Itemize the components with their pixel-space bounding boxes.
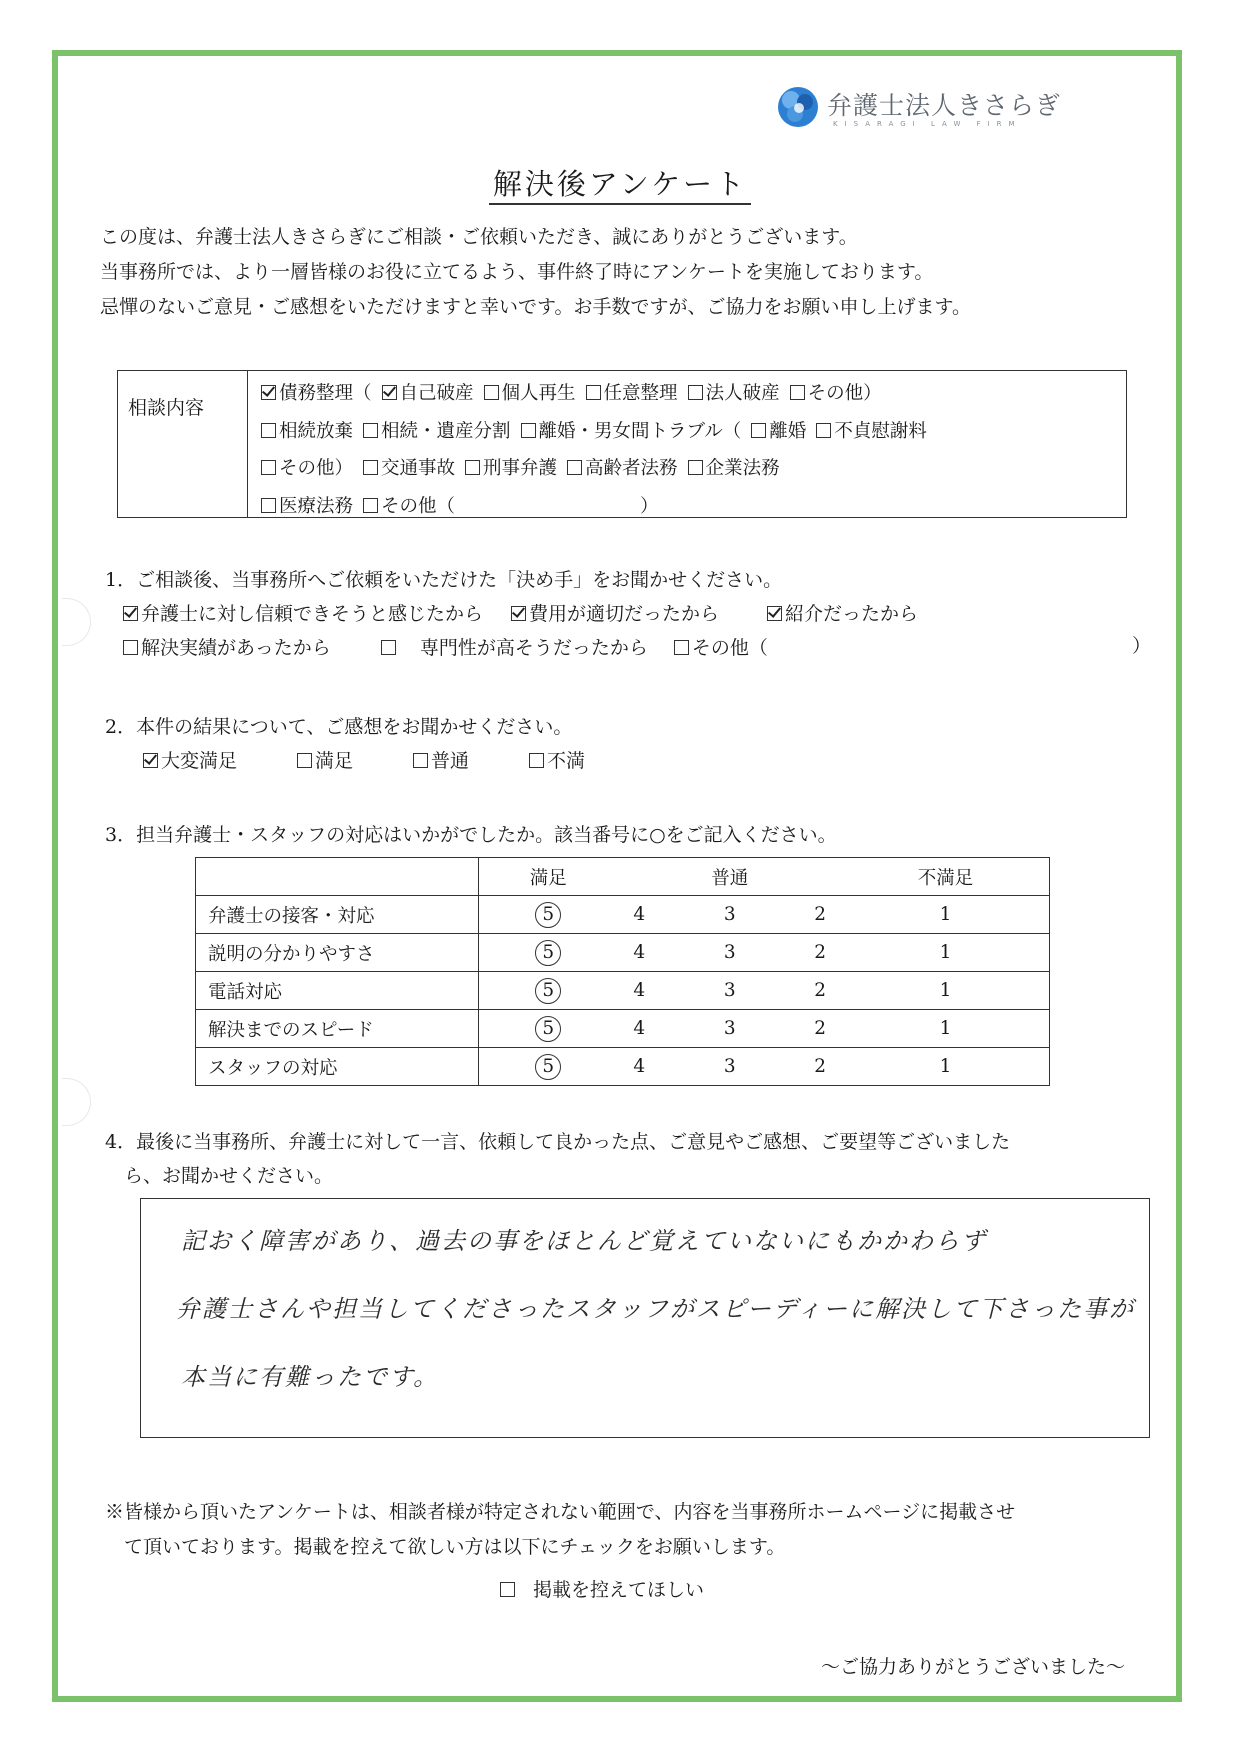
consultation-row [261, 413, 1121, 451]
consultation-option[interactable]: 企業法務 [688, 450, 780, 488]
rating-value[interactable] [479, 972, 618, 1010]
consultation-options [261, 375, 1121, 525]
q1-options-row-2 [105, 631, 1165, 665]
consultation-option[interactable]: 法人破産 [688, 375, 780, 413]
firm-name: 弁護士法人きさらぎ [827, 91, 1062, 120]
circled-value: 5 [535, 940, 561, 966]
checkbox[interactable] [586, 385, 601, 400]
question-1: 1．ご相談後、当事務所へご依頼をいただけた「決め手」をお聞かせください。 弁護士に対し信頼できそうと感じたから 費用が適切だったから 紹介だったから 解決実績があったから 専門性が高そうだったから その他（ [105, 563, 1165, 665]
checkbox[interactable] [529, 753, 544, 768]
rating-value[interactable]: 4 [618, 896, 662, 934]
checkbox[interactable] [567, 460, 582, 475]
circled-value: 5 [535, 902, 561, 928]
rating-value[interactable] [479, 1048, 618, 1086]
rating-row: 弁護士の接客・対応 5 4 3 2 1 [196, 896, 1050, 934]
consultation-row [261, 375, 1121, 413]
consultation-option[interactable]: 刑事弁護 [465, 450, 557, 488]
handwritten-line: 本当に有難ったです。 [181, 1363, 440, 1391]
rating-value[interactable]: 1 [842, 1010, 1050, 1048]
consultation-row [261, 488, 1121, 526]
checkbox[interactable] [751, 423, 766, 438]
checkbox[interactable] [688, 385, 703, 400]
rating-value[interactable]: 1 [842, 934, 1050, 972]
rating-value[interactable] [479, 896, 618, 934]
rating-value[interactable]: 2 [798, 1048, 842, 1086]
consultation-option[interactable]: 高齢者法務 [567, 450, 678, 488]
rating-value[interactable]: 4 [618, 972, 662, 1010]
consultation-option[interactable]: 離婚・男女間トラブル（ [521, 413, 742, 451]
handwritten-line: 記おく障害があり、過去の事をほとんど覚えていないにもかかわらず [181, 1227, 987, 1255]
checkbox[interactable] [261, 498, 276, 513]
checkbox[interactable] [123, 640, 138, 655]
checkbox[interactable] [297, 753, 312, 768]
checkbox[interactable] [261, 423, 276, 438]
rating-value[interactable]: 1 [842, 1048, 1050, 1086]
closing-message: ～ご協力ありがとうございました～ [820, 1656, 1125, 1678]
intro-text: この度は、弁護士法人きさらぎにご相談・ご依頼いただき、誠にありがとうございます。 当事務所では、より一層皆様のお役に立てるよう、事件終了時にアンケートを実施しております。 忌憚のないご意見・ご感想をいただけますと幸いです。お手数ですが、ご協力をお願い申し上げます。 [100, 226, 971, 318]
firm-logo-mark-icon [775, 84, 821, 130]
rating-value[interactable]: 1 [842, 896, 1050, 934]
rating-value[interactable]: 2 [798, 934, 842, 972]
rating-row: 電話対応 5 4 3 2 1 [196, 972, 1050, 1010]
checked-checkbox[interactable] [261, 385, 276, 400]
checkbox[interactable] [484, 385, 499, 400]
opt-out-checkbox[interactable] [500, 1582, 515, 1597]
checkbox[interactable] [363, 460, 378, 475]
q2-option[interactable]: 不満 [529, 744, 585, 778]
circled-value: 5 [535, 1016, 561, 1042]
checked-checkbox[interactable] [123, 606, 138, 621]
rating-value[interactable]: 1 [842, 972, 1050, 1010]
q1-option[interactable]: 専門性が高そうだったから [381, 631, 648, 665]
q1-option[interactable]: その他（ [674, 631, 768, 665]
rating-value[interactable]: 3 [661, 972, 798, 1010]
checkbox[interactable] [381, 640, 396, 655]
opt-out-option[interactable]: 掲載を控えてほしい [500, 1575, 704, 1602]
circled-value: 5 [535, 1054, 561, 1080]
rating-value[interactable]: 4 [618, 1010, 662, 1048]
checkbox[interactable] [261, 460, 276, 475]
consultation-option[interactable]: 相続・遺産分割 [363, 413, 511, 451]
rating-value[interactable]: 2 [798, 1010, 842, 1048]
consultation-option[interactable]: 離婚 [751, 413, 806, 451]
consultation-label: 相談内容 [118, 371, 248, 517]
checkbox[interactable] [790, 385, 805, 400]
handwritten-line: 弁護士さんや担当してくださったスタッフがスピーディーに解決して下さった事が [176, 1295, 1136, 1323]
checkbox[interactable] [521, 423, 536, 438]
firm-logo [775, 82, 1075, 132]
consultation-option[interactable]: 不貞慰謝料 [816, 413, 927, 451]
consultation-row [261, 450, 1121, 488]
publication-note: ※皆様から頂いたアンケートは、相談者様が特定されない範囲で、内容を当事務所ホームページに掲載させ て頂いております。掲載を控えて欲しい方は以下にチェックをお願いします。 [105, 1501, 1016, 1558]
rating-value[interactable]: 4 [618, 1048, 662, 1086]
question-3: 3．担当弁護士・スタッフの対応はいかがでしたか。該当番号に○をご記入ください。 [105, 824, 837, 846]
consultation-option[interactable]: 債務整理（ [261, 375, 372, 413]
consultation-option[interactable]: 個人再生 [484, 375, 576, 413]
rating-value[interactable]: 4 [618, 934, 662, 972]
circled-value: 5 [535, 978, 561, 1004]
rating-value[interactable]: 3 [661, 896, 798, 934]
checked-checkbox[interactable] [143, 753, 158, 768]
consultation-option[interactable]: 自己破産 [382, 375, 474, 413]
checked-checkbox[interactable] [511, 606, 526, 621]
q2-options [105, 744, 1165, 778]
q2-option[interactable]: 普通 [413, 744, 469, 778]
comment-box [140, 1198, 1150, 1438]
q1-options-row-1 [105, 597, 1165, 631]
question-4: 4．最後に当事務所、弁護士に対して一言、依頼して良かった点、ご意見やご感想、ご要望等ございました ら、お聞かせください。 [105, 1131, 1011, 1187]
question-2: 2．本件の結果について、ご感想をお聞かせください。 大変満足 満足 普通 不満 [105, 710, 1165, 778]
checked-checkbox[interactable] [767, 606, 782, 621]
rating-value[interactable]: 3 [661, 1010, 798, 1048]
q1-option[interactable]: 費用が適切だったから [511, 597, 719, 631]
checkbox[interactable] [816, 423, 831, 438]
q1-option[interactable]: 弁護士に対し信頼できそうと感じたから [123, 597, 483, 631]
checkbox[interactable] [363, 498, 378, 513]
consultation-option[interactable]: 医療法務 [261, 488, 353, 526]
consultation-option[interactable]: その他） [790, 375, 882, 413]
checkbox[interactable] [363, 423, 378, 438]
rating-row: 解決までのスピード 5 4 3 2 1 [196, 1010, 1050, 1048]
consultation-table [117, 370, 1127, 518]
page-title: 解決後アンケート [0, 162, 1240, 203]
consultation-option[interactable]: その他（ ） [363, 488, 659, 526]
consultation-option[interactable]: その他） [261, 450, 353, 488]
rating-row: 説明の分かりやすさ 5 4 3 2 1 [196, 934, 1050, 972]
q1-option[interactable]: 紹介だったから [767, 597, 918, 631]
checkbox[interactable] [413, 753, 428, 768]
q1-option[interactable]: 解決実績があったから [123, 631, 331, 665]
checkbox[interactable] [688, 460, 703, 475]
firm-name-english: KISARAGI LAW FIRM [833, 120, 1022, 128]
checked-checkbox[interactable] [382, 385, 397, 400]
consultation-option[interactable]: 交通事故 [363, 450, 455, 488]
rating-row: スタッフの対応 5 4 3 2 1 [196, 1048, 1050, 1086]
rating-value[interactable]: 2 [798, 972, 842, 1010]
rating-value[interactable] [479, 934, 618, 972]
rating-table [195, 857, 1050, 1086]
consultation-option[interactable]: 相続放棄 [261, 413, 353, 451]
q2-option[interactable]: 大変満足 [143, 744, 237, 778]
rating-value[interactable]: 3 [661, 1048, 798, 1086]
consultation-option[interactable]: 任意整理 [586, 375, 678, 413]
rating-value[interactable]: 2 [798, 896, 842, 934]
rating-value[interactable] [479, 1010, 618, 1048]
checkbox[interactable] [465, 460, 480, 475]
q1-other-close: ） [1132, 635, 1152, 657]
rating-header-row: 満足 普通 不満足 [196, 858, 1050, 896]
checkbox[interactable] [674, 640, 689, 655]
q2-option[interactable]: 満足 [297, 744, 353, 778]
rating-value[interactable]: 3 [661, 934, 798, 972]
